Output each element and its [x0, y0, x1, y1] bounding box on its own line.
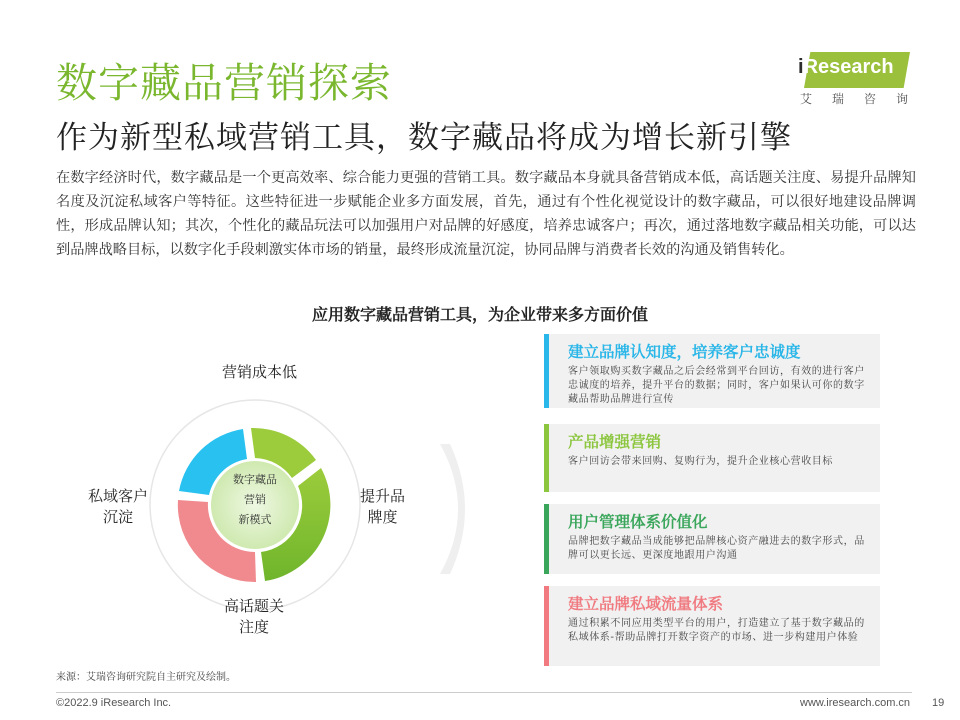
card-accent-bar — [544, 334, 549, 408]
card-accent-bar — [544, 504, 549, 574]
ring-label-bottom: 高话题关 注度 — [224, 597, 285, 636]
source-note: 来源：艾瑞咨询研究院自主研究及绘制。 — [56, 672, 236, 683]
card-accent-bar — [544, 424, 549, 492]
value-card-user-management — [544, 504, 880, 574]
page-title: 数字藏品营销探索 — [56, 59, 392, 107]
intro-paragraph: 在数字经济时代，数字藏品是一个更高效率、综合能力更强的营销工具。数字藏品本身就具备营销成本低，高话题关注度、易提升品牌知名度及沉淀私域客户等特征。这些特征进一步赋能企业多方面发展，首先，通过有个性化视觉设计的数字藏品，可以很好地建设品牌调性，形成品牌认知；其次，个性化的藏品玩法可以加强用户对品牌的好感度，培养忠诚客户；再次，通过落地数字藏品相关功能，可以达到品牌战略目标，以数字化手段刺激实体市场的销量，最终形成流量沉淀，协同品牌与消费者长效的沟通及销售转化。 — [56, 170, 916, 258]
logo-cn-name: 艾 瑞 咨 询 — [800, 92, 908, 106]
card-title: 建立品牌认知度，培养客户忠诚度 — [568, 343, 801, 361]
footer-divider — [56, 692, 912, 693]
copyright: ©2022.9 iResearch Inc. — [56, 697, 172, 709]
center-text-line-3: 新模式 — [238, 513, 272, 526]
page-subtitle: 作为新型私域营销工具，数字藏品将成为增长新引擎 — [56, 120, 792, 156]
card-title: 建立品牌私域流量体系 — [568, 595, 724, 613]
value-ring-diagram — [60, 340, 490, 660]
section-heading: 应用数字藏品营销工具，为企业带来多方面价值 — [311, 305, 648, 324]
ring-label-right: 提升品 牌度 — [360, 487, 406, 526]
value-card-private-traffic — [544, 586, 880, 666]
center-text-line-2: 营销 — [244, 493, 266, 506]
card-title: 用户管理体系价值化 — [568, 513, 708, 531]
center-text-line-1: 数字藏品 — [233, 473, 277, 486]
card-title: 产品增强营销 — [568, 433, 662, 451]
card-accent-bar — [544, 586, 549, 666]
card-body: 客户领取购买数字藏品之后会经常到平台回访，有效的进行客户忠诚度的培养，提升平台的数据；同时，客户如果认可你的数字藏品帮助品牌进行宣传 — [568, 366, 865, 405]
logo-wordmark: iResearch — [798, 56, 894, 78]
ring-label-left: 私域客户 沉淀 — [88, 487, 149, 526]
connector-bracket — [440, 434, 480, 584]
card-body: 品牌把数字藏品当成能够把品牌核心资产融进去的数字形式，品牌可以更长远、更深度地跟用户沟通 — [568, 536, 865, 561]
website-link[interactable]: www.iresearch.com.cn — [800, 697, 911, 709]
value-card-product-marketing — [544, 424, 880, 492]
value-card-brand-awareness — [544, 334, 880, 408]
iresearch-logo — [794, 50, 914, 108]
card-body: 客户回访会带来回购、复购行为，提升企业核心营收目标 — [568, 456, 833, 467]
card-body: 通过积累不同应用类型平台的用户，打造建立了基于数字藏品的私域体系-帮助品牌打开数字资产的市场、进一步构建用户体验 — [568, 618, 865, 643]
page-number: 19 — [932, 697, 945, 709]
ring-label-top: 营销成本低 — [222, 363, 298, 381]
